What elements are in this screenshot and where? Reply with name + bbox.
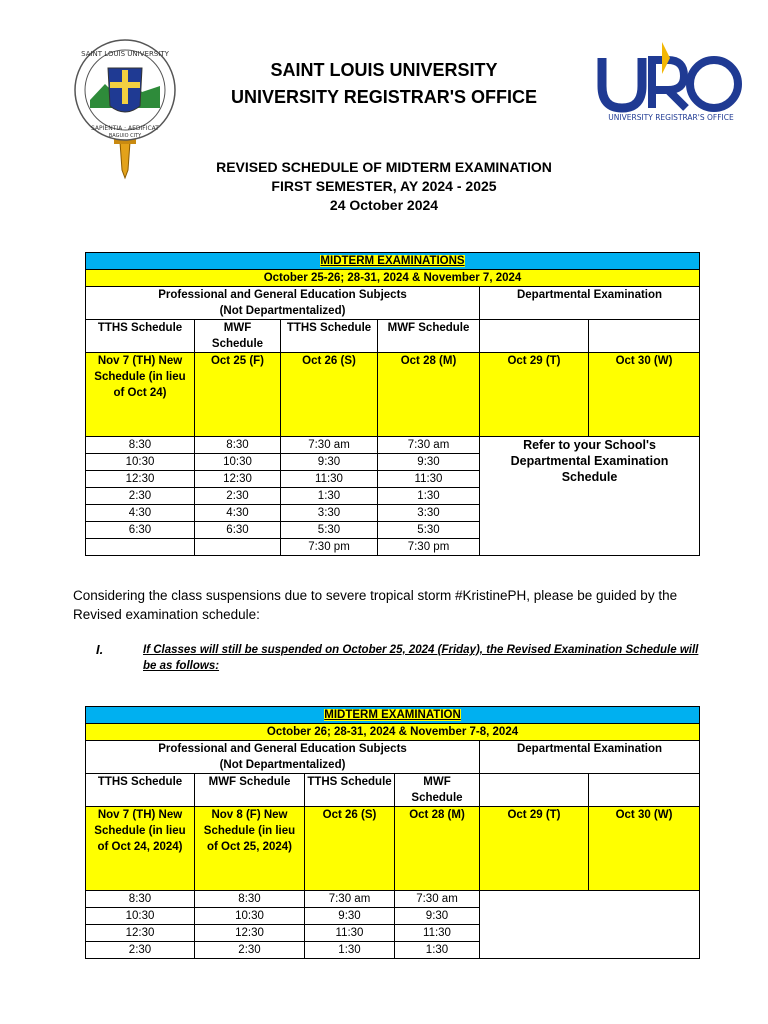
table2-day: Oct 26 (S) bbox=[305, 807, 395, 891]
document-title: REVISED SCHEDULE OF MIDTERM EXAMINATION bbox=[216, 159, 552, 175]
table-cell bbox=[86, 539, 195, 556]
table1-group-right: Departmental Examination bbox=[480, 287, 700, 320]
table-cell: 11:30 bbox=[281, 471, 378, 488]
table1-day: Oct 30 (W) bbox=[589, 353, 700, 437]
table-cell: 7:30 am bbox=[305, 891, 395, 908]
svg-text:UNIVERSITY REGISTRAR'S OFFICE: UNIVERSITY REGISTRAR'S OFFICE bbox=[608, 113, 734, 122]
table-cell: 11:30 bbox=[395, 925, 480, 942]
table-cell: 12:30 bbox=[195, 925, 305, 942]
svg-text:BAGUIO CITY: BAGUIO CITY bbox=[108, 133, 142, 139]
table-cell: 2:30 bbox=[86, 942, 195, 959]
table-cell bbox=[195, 539, 281, 556]
table1-dates: October 25-26; 28-31, 2024 & November 7, 2024 bbox=[86, 270, 700, 287]
table-cell: 7:30 am bbox=[378, 437, 480, 454]
table-cell: 9:30 bbox=[281, 454, 378, 471]
table2-heading: MIDTERM EXAMINATION bbox=[324, 709, 461, 721]
table2-day: Oct 28 (M) bbox=[395, 807, 480, 891]
table1-col-header: MWF Schedule bbox=[195, 320, 281, 353]
svg-text:SAINT LOUIS UNIVERSITY: SAINT LOUIS UNIVERSITY bbox=[81, 50, 169, 58]
table2-dates: October 26; 28-31, 2024 & November 7-8, 2024 bbox=[86, 724, 700, 741]
table1-day: Nov 7 (TH) New Schedule (in lieu of Oct 24) bbox=[86, 353, 195, 437]
table-cell: 12:30 bbox=[195, 471, 281, 488]
table1-heading: MIDTERM EXAMINATIONS bbox=[320, 255, 465, 267]
table-cell: 1:30 bbox=[378, 488, 480, 505]
table-cell: 7:30 pm bbox=[378, 539, 480, 556]
table-cell: 9:30 bbox=[305, 908, 395, 925]
table-cell: 6:30 bbox=[86, 522, 195, 539]
table-cell: 7:30 am bbox=[395, 891, 480, 908]
table2-col-header: TTHS Schedule bbox=[305, 774, 395, 807]
office-name: UNIVERSITY REGISTRAR'S OFFICE bbox=[231, 87, 537, 107]
table-cell: 12:30 bbox=[86, 471, 195, 488]
table-cell: 5:30 bbox=[378, 522, 480, 539]
table-cell: 10:30 bbox=[86, 454, 195, 471]
departmental-note: Refer to your School's Departmental Examination Schedule bbox=[480, 437, 700, 556]
table-cell: 2:30 bbox=[86, 488, 195, 505]
table2-day: Oct 29 (T) bbox=[480, 807, 589, 891]
table-cell: 8:30 bbox=[195, 891, 305, 908]
intro-paragraph: Considering the class suspensions due to severe tropical storm #KristinePH, please be guided by the Revised examination schedule: bbox=[73, 588, 678, 622]
table-cell: 8:30 bbox=[86, 437, 195, 454]
schedule-table-2 bbox=[85, 706, 700, 959]
table-cell: 1:30 bbox=[305, 942, 395, 959]
departmental-blank bbox=[480, 891, 700, 959]
table-cell: 10:30 bbox=[195, 454, 281, 471]
table2-day: Nov 8 (F) New Schedule (in lieu of Oct 25, 2024) bbox=[195, 807, 305, 891]
university-name: SAINT LOUIS UNIVERSITY bbox=[270, 60, 498, 80]
table-cell: 1:30 bbox=[281, 488, 378, 505]
table2-group-left: Professional and General Education Subjects (Not Departmentalized) bbox=[86, 741, 480, 774]
table-cell: 4:30 bbox=[86, 505, 195, 522]
schedule-table-1 bbox=[85, 252, 700, 556]
table1-day: Oct 29 (T) bbox=[480, 353, 589, 437]
table2-col-header: MWF Schedule bbox=[395, 774, 480, 807]
table1-group-left: Professional and General Education Subjects (Not Departmentalized) bbox=[86, 287, 480, 320]
table-cell: 9:30 bbox=[378, 454, 480, 471]
table2-day: Oct 30 (W) bbox=[589, 807, 700, 891]
table2-col-header: MWF Schedule bbox=[195, 774, 305, 807]
semester-line: FIRST SEMESTER, AY 2024 - 2025 bbox=[271, 178, 497, 194]
table1-day: Oct 28 (M) bbox=[378, 353, 480, 437]
table2-day: Nov 7 (TH) New Schedule (in lieu of Oct 24, 2024) bbox=[86, 807, 195, 891]
table1-day: Oct 26 (S) bbox=[281, 353, 378, 437]
table-cell: 7:30 am bbox=[281, 437, 378, 454]
table-cell: 10:30 bbox=[86, 908, 195, 925]
section-condition: If Classes will still be suspended on October 25, 2024 (Friday), the Revised Examination Schedule will be as follows: bbox=[143, 644, 699, 672]
table-cell: 2:30 bbox=[195, 488, 281, 505]
table-cell: 8:30 bbox=[195, 437, 281, 454]
svg-text:SAPIENTIA · AEDIFICAT: SAPIENTIA · AEDIFICAT bbox=[91, 125, 159, 132]
table-cell: 5:30 bbox=[281, 522, 378, 539]
table2-group-right: Departmental Examination bbox=[480, 741, 700, 774]
table-cell: 11:30 bbox=[305, 925, 395, 942]
table-cell: 6:30 bbox=[195, 522, 281, 539]
table-cell: 3:30 bbox=[378, 505, 480, 522]
table-cell: 4:30 bbox=[195, 505, 281, 522]
table1-col-header: MWF Schedule bbox=[378, 320, 480, 353]
table1-col-header: TTHS Schedule bbox=[281, 320, 378, 353]
table-cell: 7:30 pm bbox=[281, 539, 378, 556]
table-cell: 1:30 bbox=[395, 942, 480, 959]
table-cell: 11:30 bbox=[378, 471, 480, 488]
table-cell: 3:30 bbox=[281, 505, 378, 522]
table-cell: 12:30 bbox=[86, 925, 195, 942]
table-cell: 10:30 bbox=[195, 908, 305, 925]
document-date: 24 October 2024 bbox=[329, 197, 439, 213]
table2-col-header: TTHS Schedule bbox=[86, 774, 195, 807]
table-cell: 8:30 bbox=[86, 891, 195, 908]
table-cell: 9:30 bbox=[395, 908, 480, 925]
table1-col-header: TTHS Schedule bbox=[86, 320, 195, 353]
section-number: I. bbox=[96, 642, 104, 657]
table-cell: 2:30 bbox=[195, 942, 305, 959]
table1-day: Oct 25 (F) bbox=[195, 353, 281, 437]
